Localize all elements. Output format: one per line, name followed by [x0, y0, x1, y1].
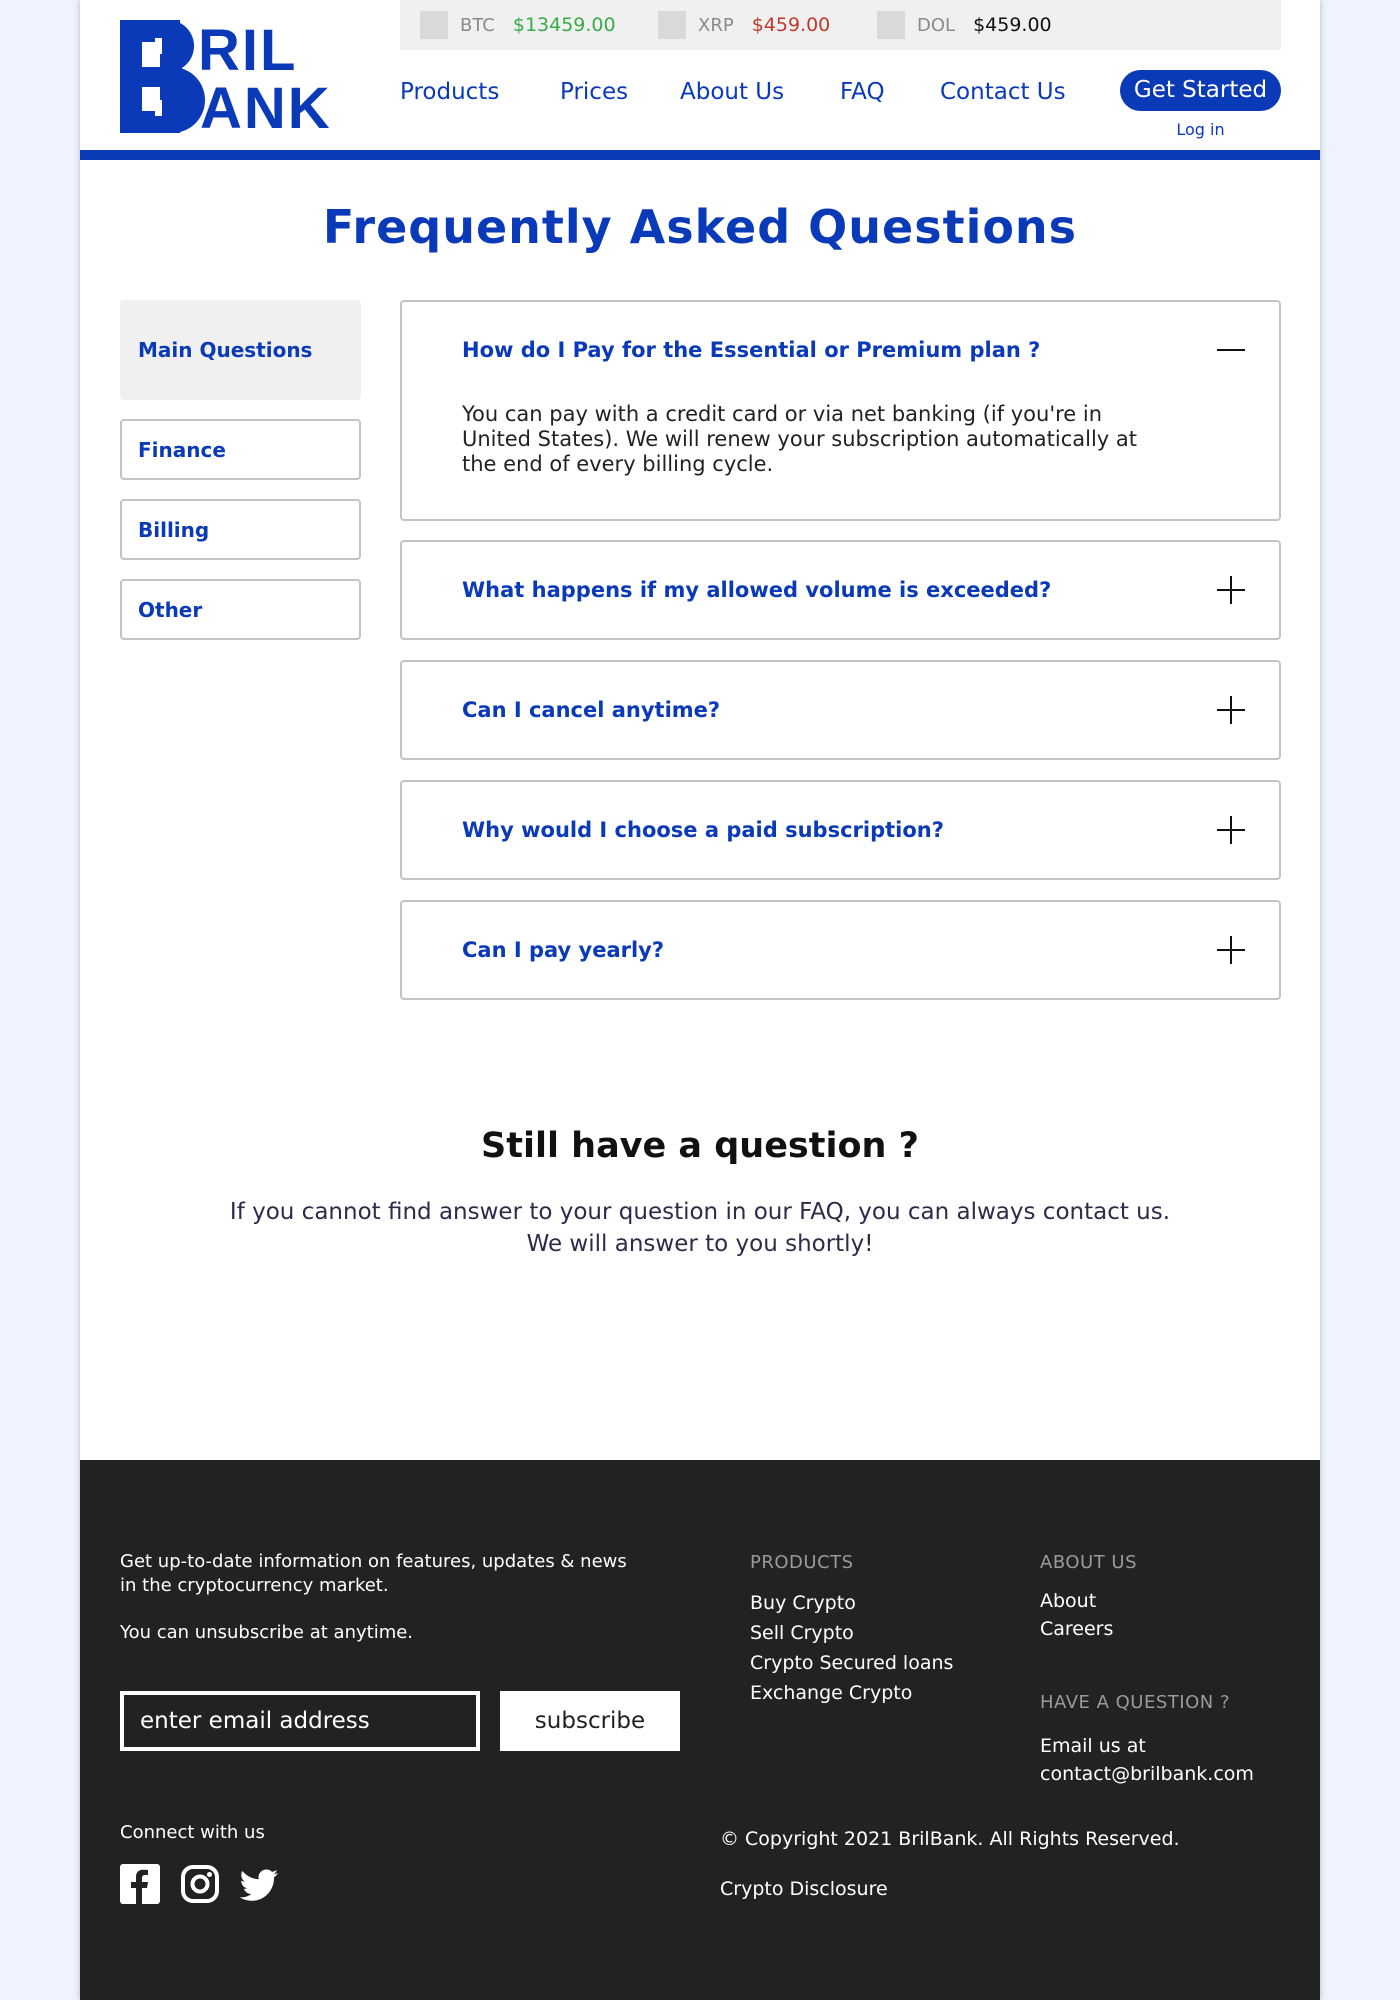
- minus-icon[interactable]: [1215, 334, 1247, 366]
- faq-item: [400, 780, 1281, 880]
- ticker-price: $459.00: [751, 14, 831, 36]
- login-link[interactable]: Log in: [1176, 120, 1225, 139]
- header-divider: [80, 150, 1320, 160]
- faq-item: [400, 660, 1281, 760]
- copyright-text: © Copyright 2021 BrilBank. All Rights Reserved.: [720, 1828, 1180, 1850]
- faq-item: [400, 900, 1281, 1000]
- footer-products-title: PRODUCTS: [750, 1552, 854, 1573]
- ticker-symbol: DOL: [917, 14, 956, 36]
- nav-prices[interactable]: Prices: [560, 79, 629, 105]
- email-us-label: Email us at: [1040, 1735, 1146, 1757]
- category-finance[interactable]: Finance: [120, 419, 361, 480]
- footer-question-title: HAVE A QUESTION ?: [1040, 1692, 1230, 1713]
- crypto-disclosure-link[interactable]: Crypto Disclosure: [720, 1878, 888, 1900]
- category-other[interactable]: Other: [120, 579, 361, 640]
- category-billing[interactable]: Billing: [120, 499, 361, 560]
- price-ticker: [400, 0, 1281, 50]
- category-main-questions[interactable]: Main Questions: [120, 300, 361, 400]
- instagram-icon[interactable]: [180, 1864, 220, 1904]
- xrp-coin-icon: [658, 11, 686, 39]
- faq-question[interactable]: Why would I choose a paid subscription?: [462, 818, 944, 842]
- footer-link-secured-loans[interactable]: Crypto Secured loans: [750, 1652, 954, 1674]
- contact-email-link[interactable]: contact@brilbank.com: [1040, 1763, 1254, 1785]
- plus-icon[interactable]: [1215, 934, 1247, 966]
- twitter-icon[interactable]: [240, 1864, 280, 1904]
- logo-text-bottom: ANK: [200, 76, 332, 133]
- faq-question[interactable]: Can I cancel anytime?: [462, 698, 721, 722]
- footer-link-about[interactable]: About: [1040, 1590, 1097, 1612]
- still-question-text: [80, 1196, 1320, 1260]
- ticker-item-dol[interactable]: [877, 0, 1052, 50]
- btc-coin-icon: [420, 11, 448, 39]
- faq-question[interactable]: Can I pay yearly?: [462, 938, 665, 962]
- footer-link-exchange-crypto[interactable]: Exchange Crypto: [750, 1682, 913, 1704]
- connect-label: Connect with us: [120, 1822, 265, 1843]
- ticker-symbol: BTC: [460, 14, 495, 36]
- page-title: Frequently Asked Questions: [322, 200, 1078, 254]
- faq-answer: You can pay with a credit card or via net banking (if you're in United States). We will renew your subscription automatically at the end of every billing cycle.: [462, 402, 1138, 476]
- plus-icon[interactable]: [1215, 814, 1247, 846]
- footer-link-sell-crypto[interactable]: Sell Crypto: [750, 1622, 854, 1644]
- newsletter-text: Get up-to-date information on features, updates & news in the cryptocurrency market.: [120, 1551, 627, 1596]
- nav-contact-us[interactable]: Contact Us: [940, 79, 1066, 105]
- get-started-button[interactable]: Get Started: [1120, 70, 1281, 111]
- email-input[interactable]: [120, 1691, 480, 1751]
- footer-link-buy-crypto[interactable]: Buy Crypto: [750, 1592, 856, 1614]
- footer-about-title: ABOUT US: [1040, 1552, 1138, 1573]
- plus-icon[interactable]: [1215, 694, 1247, 726]
- footer-contact: [1040, 1732, 1254, 1788]
- facebook-icon[interactable]: [120, 1864, 160, 1904]
- faq-question[interactable]: How do I Pay for the Essential or Premium plan ?: [462, 338, 1041, 362]
- ticker-item-btc[interactable]: [420, 0, 616, 50]
- nav-about-us[interactable]: About Us: [680, 79, 785, 105]
- unsubscribe-note: You can unsubscribe at anytime.: [120, 1622, 414, 1643]
- still-question-line: We will answer to you shortly!: [526, 1231, 874, 1257]
- page: [80, 0, 1320, 2000]
- nav-faq[interactable]: FAQ: [840, 79, 885, 105]
- plus-icon[interactable]: [1215, 574, 1247, 606]
- footer-link-careers[interactable]: Careers: [1040, 1618, 1114, 1640]
- ticker-item-xrp[interactable]: [658, 0, 830, 50]
- faq-item: [400, 540, 1281, 640]
- ticker-price: $13459.00: [512, 14, 616, 36]
- footer: [80, 1460, 1320, 2000]
- faq-question[interactable]: What happens if my allowed volume is exceeded?: [462, 578, 1052, 602]
- faq-item-expanded: [400, 300, 1281, 521]
- ticker-price: $459.00: [973, 14, 1052, 36]
- nav-products[interactable]: Products: [400, 79, 500, 105]
- dol-coin-icon: [877, 11, 905, 39]
- still-question-title: Still have a question ?: [481, 1126, 919, 1166]
- subscribe-button[interactable]: subscribe: [500, 1691, 680, 1751]
- still-question-line: If you cannot find answer to your question in our FAQ, you can always contact us.: [229, 1199, 1171, 1225]
- logo-text-top: RIL: [198, 20, 298, 83]
- ticker-symbol: XRP: [698, 14, 734, 36]
